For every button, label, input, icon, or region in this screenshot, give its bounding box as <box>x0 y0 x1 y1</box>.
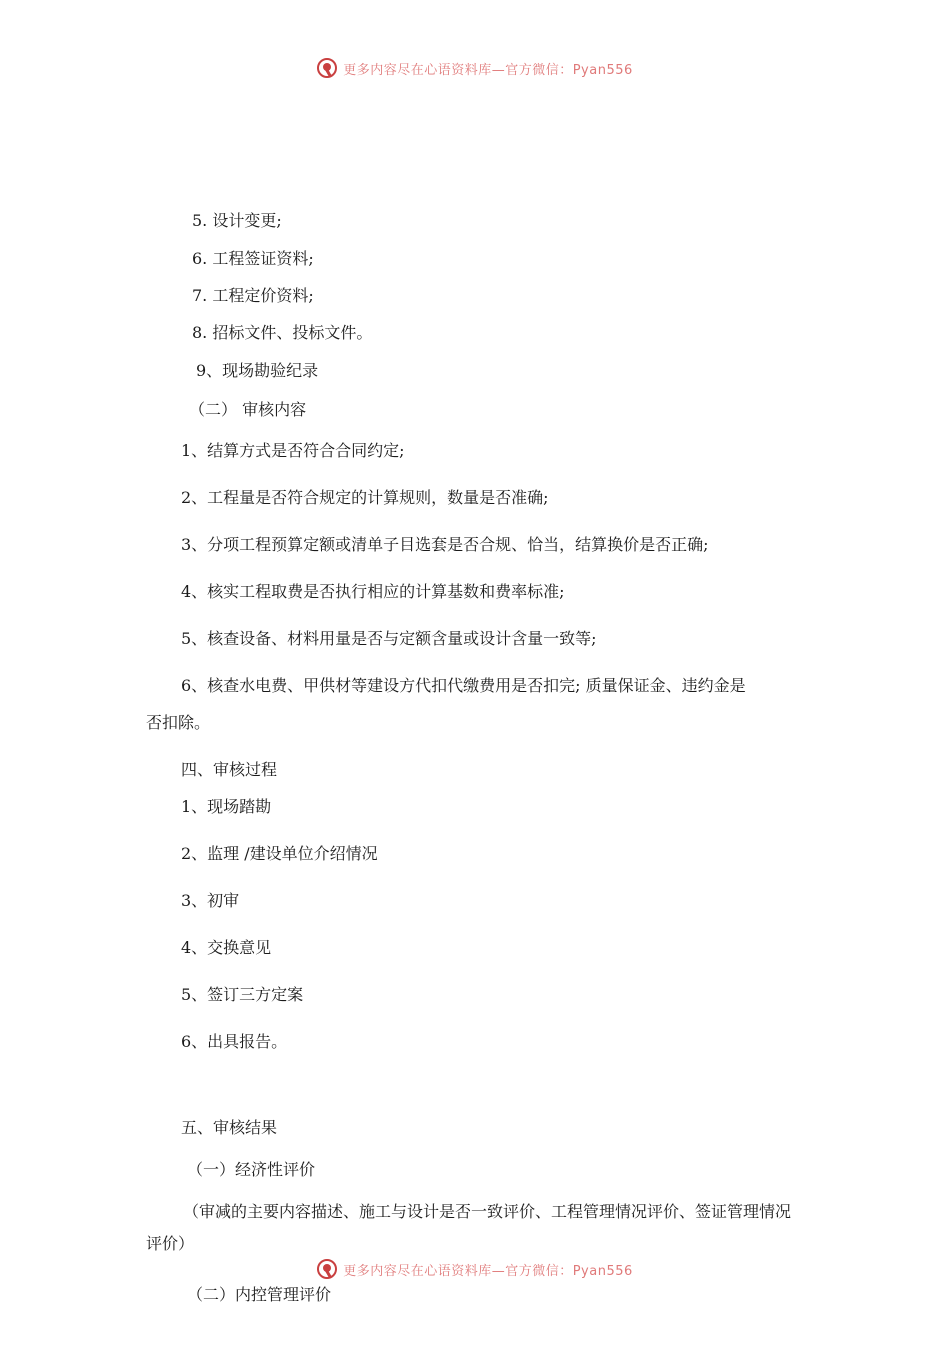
list-item: 8. 招标文件、投标文件。 <box>192 323 373 342</box>
list-item: 5、核查设备、材料用量是否与定额含量或设计含量一致等; <box>181 629 597 648</box>
list-item: 6. 工程签证资料; <box>192 249 314 268</box>
watermark-text: 更多内容尽在心语资料库—官方微信：Pyan556 <box>343 1263 633 1279</box>
watermark-text: 更多内容尽在心语资料库—官方微信：Pyan556 <box>343 62 633 78</box>
watermark-logo-icon <box>317 58 337 78</box>
list-item: 7. 工程定价资料; <box>192 286 314 305</box>
subsection-heading: （一）经济性评价 <box>187 1160 316 1179</box>
list-item-continuation: 否扣除。 <box>146 713 211 732</box>
list-item: 2、监理 /建设单位介绍情况 <box>181 844 378 863</box>
watermark-top <box>0 58 950 78</box>
list-item: 5、签订三方定案 <box>181 985 304 1004</box>
list-item: 6、核查水电费、甲供材等建设方代扣代缴费用是否扣完; 质量保证金、违约金是 <box>181 676 746 695</box>
paragraph: （审减的主要内容描述、施工与设计是否一致评价、工程管理情况评价、签证管理情况 <box>183 1202 792 1221</box>
section-heading: 五、审核结果 <box>181 1118 278 1137</box>
watermark-logo-icon <box>317 1259 337 1279</box>
paragraph-continuation: 评价） <box>146 1234 195 1253</box>
section-heading: （二） 审核内容 <box>189 400 307 419</box>
list-item: 1、现场踏勘 <box>181 797 272 816</box>
list-item: 4、交换意见 <box>181 938 272 957</box>
list-item: 4、核实工程取费是否执行相应的计算基数和费率标准; <box>181 582 565 601</box>
list-item: 6、出具报告。 <box>181 1032 288 1051</box>
list-item: 5. 设计变更; <box>192 211 282 230</box>
list-item: 9、现场勘验纪录 <box>196 361 319 380</box>
list-item: 3、初审 <box>181 891 240 910</box>
list-item: 3、分项工程预算定额或清单子目选套是否合规、恰当，结算换价是否正确; <box>181 535 709 554</box>
section-heading: 四、审核过程 <box>181 760 278 779</box>
watermark-bottom <box>0 1259 950 1279</box>
subsection-heading: （二）内控管理评价 <box>187 1285 332 1304</box>
list-item: 2、工程量是否符合规定的计算规则，数量是否准确; <box>181 488 549 507</box>
list-item: 1、结算方式是否符合合同约定; <box>181 441 405 460</box>
